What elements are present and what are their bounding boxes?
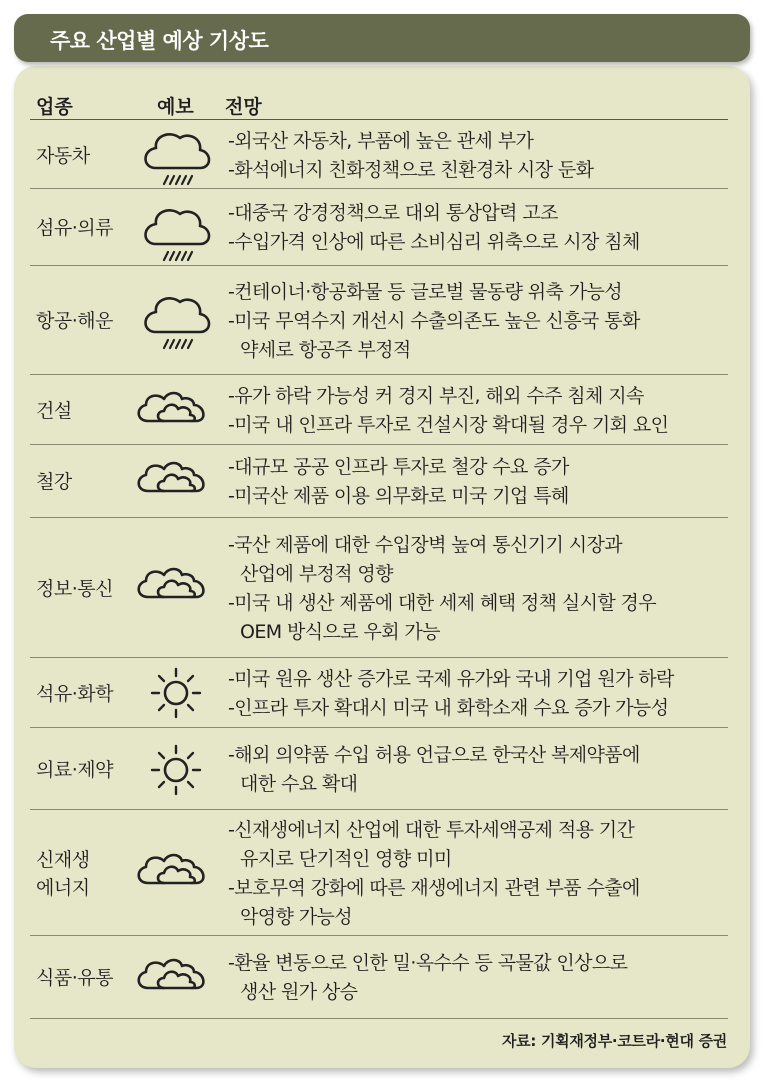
rain-icon [134, 204, 218, 264]
weather-icon-wrap [134, 292, 218, 356]
row-divider [30, 657, 728, 658]
weather-icon-wrap [134, 204, 218, 268]
outlook-text [228, 453, 738, 511]
rain-icon [134, 128, 218, 188]
outlook-text [228, 278, 738, 365]
outlook-line: -미국 내 인프라 투자로 건설시장 확대될 경우 기회 요인 [228, 414, 669, 436]
cloud-icon [134, 381, 218, 441]
outlook-line: 유지로 단기적인 영향 미미 [240, 848, 452, 870]
cloud-icon [134, 451, 218, 511]
outlook-text [228, 665, 738, 723]
outlook-line: 약세로 항공주 부정적 [240, 339, 411, 361]
table-row [30, 268, 728, 374]
outlook-line: -외국산 자동차, 부품에 높은 관세 부가 [228, 130, 534, 152]
table-row [30, 124, 728, 188]
weather-icon-wrap [134, 557, 218, 621]
industry-label-line: 석유·화학 [36, 683, 113, 705]
table-row [30, 190, 728, 265]
title-bar [14, 14, 750, 62]
industry-label-line: 항공·해운 [36, 310, 113, 332]
outlook-line: -해외 의약품 수입 허용 언급으로 한국산 복제약품에 [228, 744, 640, 766]
industry-label [36, 756, 113, 784]
cloud-icon [134, 557, 218, 617]
industry-label [36, 397, 72, 425]
weather-icon-wrap [134, 663, 218, 727]
outlook-line: 생산 원가 상승 [240, 981, 358, 1003]
table-row [30, 377, 728, 444]
table-row [30, 812, 728, 935]
row-divider [30, 809, 728, 810]
industry-label-line: 식품·유통 [36, 967, 113, 989]
outlook-line: 산업에 부정적 영향 [240, 563, 393, 585]
outlook-line: -화석에너지 친화정책으로 친환경차 시장 둔화 [228, 159, 594, 181]
outlook-line: -미국 무역수지 개선시 수출의존도 높은 신흥국 통화 [228, 310, 640, 332]
source-note: 자료: 기획재정부·코트라·현대 증권 [501, 1032, 727, 1050]
table-row [30, 938, 728, 1018]
outlook-line: -신재생에너지 산업에 대한 투자세액공제 적용 기간 [228, 819, 635, 841]
outlook-text [228, 741, 738, 799]
industry-label-line: 정보·통신 [36, 578, 113, 600]
row-divider [30, 517, 728, 518]
outlook-line: -컨테이너·항공화물 등 글로벌 물동량 위축 가능성 [228, 281, 622, 303]
row-divider [30, 727, 728, 728]
outlook-line: OEM 방식으로 우회 가능 [240, 621, 440, 643]
table-row [30, 660, 728, 727]
outlook-line: -미국산 제품 이용 의무화로 미국 기업 특혜 [228, 485, 569, 507]
sun-icon [134, 663, 218, 723]
row-divider [30, 265, 728, 266]
industry-label-line: 에너지 [36, 877, 90, 899]
header-outlook: 전망 [225, 96, 262, 118]
outlook-text [228, 382, 738, 440]
weather-icon-wrap [134, 740, 218, 804]
industry-label [36, 142, 90, 170]
cloud-icon [134, 948, 218, 1008]
industry-label [36, 680, 113, 708]
header-industry: 업종 [36, 96, 73, 118]
row-divider [30, 1018, 728, 1019]
outlook-line: -대규모 공공 인프라 투자로 철강 수요 증가 [228, 456, 569, 478]
outlook-line: -대중국 강경정책으로 대외 통상압력 고조 [228, 202, 558, 224]
outlook-line: 악영향 가능성 [240, 906, 352, 928]
outlook-line: -보호무역 강화에 따른 재생에너지 관련 부품 수출에 [228, 877, 640, 899]
rain-icon [134, 292, 218, 352]
outlook-line: 대한 수요 확대 [240, 773, 358, 795]
industry-label [36, 214, 113, 242]
industry-label-line: 섬유·의류 [36, 217, 113, 239]
cloud-icon [134, 843, 218, 903]
table-row [30, 520, 728, 657]
outlook-line: -수입가격 인상에 따른 소비심리 위축으로 시장 침체 [228, 231, 640, 253]
industry-label-line: 자동차 [36, 145, 90, 167]
table-row [30, 730, 728, 809]
outlook-line: -국산 제품에 대한 수입장벽 높여 통신기기 시장과 [228, 534, 622, 556]
weather-icon-wrap [134, 128, 218, 192]
weather-icon-wrap [134, 948, 218, 1012]
industry-label [36, 846, 90, 902]
outlook-line: -인프라 투자 확대시 미국 내 화학소재 수요 증가 가능성 [228, 697, 669, 719]
outlook-text [228, 949, 738, 1007]
header-divider [30, 119, 728, 120]
outlook-text [228, 531, 738, 647]
row-divider [30, 374, 728, 375]
industry-label [36, 468, 72, 496]
outlook-line: -유가 하락 가능성 커 경지 부진, 해외 수주 침체 지속 [228, 385, 644, 407]
industry-label [36, 964, 113, 992]
outlook-text [228, 816, 738, 932]
header-forecast: 예보 [157, 96, 194, 118]
industry-label-line: 건설 [36, 400, 72, 422]
outlook-line: -미국 내 생산 제품에 대한 세제 혜택 정책 실시할 경우 [228, 592, 657, 614]
weather-icon-wrap [134, 451, 218, 515]
industry-label [36, 575, 113, 603]
industry-label-line: 의료·제약 [36, 759, 113, 781]
industry-label [36, 307, 113, 335]
weather-icon-wrap [134, 843, 218, 907]
outlook-text [228, 199, 738, 257]
outlook-text [228, 127, 738, 185]
outlook-line: -미국 원유 생산 증가로 국제 유가와 국내 기업 원가 하락 [228, 668, 674, 690]
row-divider [30, 188, 728, 189]
page-title: 주요 산업별 예상 기상도 [50, 29, 269, 53]
industry-label-line: 철강 [36, 471, 72, 493]
sun-icon [134, 740, 218, 800]
weather-icon-wrap [134, 381, 218, 445]
row-divider [30, 935, 728, 936]
outlook-line: -환율 변동으로 인한 밀·옥수수 등 곡물값 인상으로 [228, 952, 628, 974]
row-divider [30, 444, 728, 445]
table-row [30, 447, 728, 517]
industry-label-line: 신재생 [36, 849, 90, 871]
